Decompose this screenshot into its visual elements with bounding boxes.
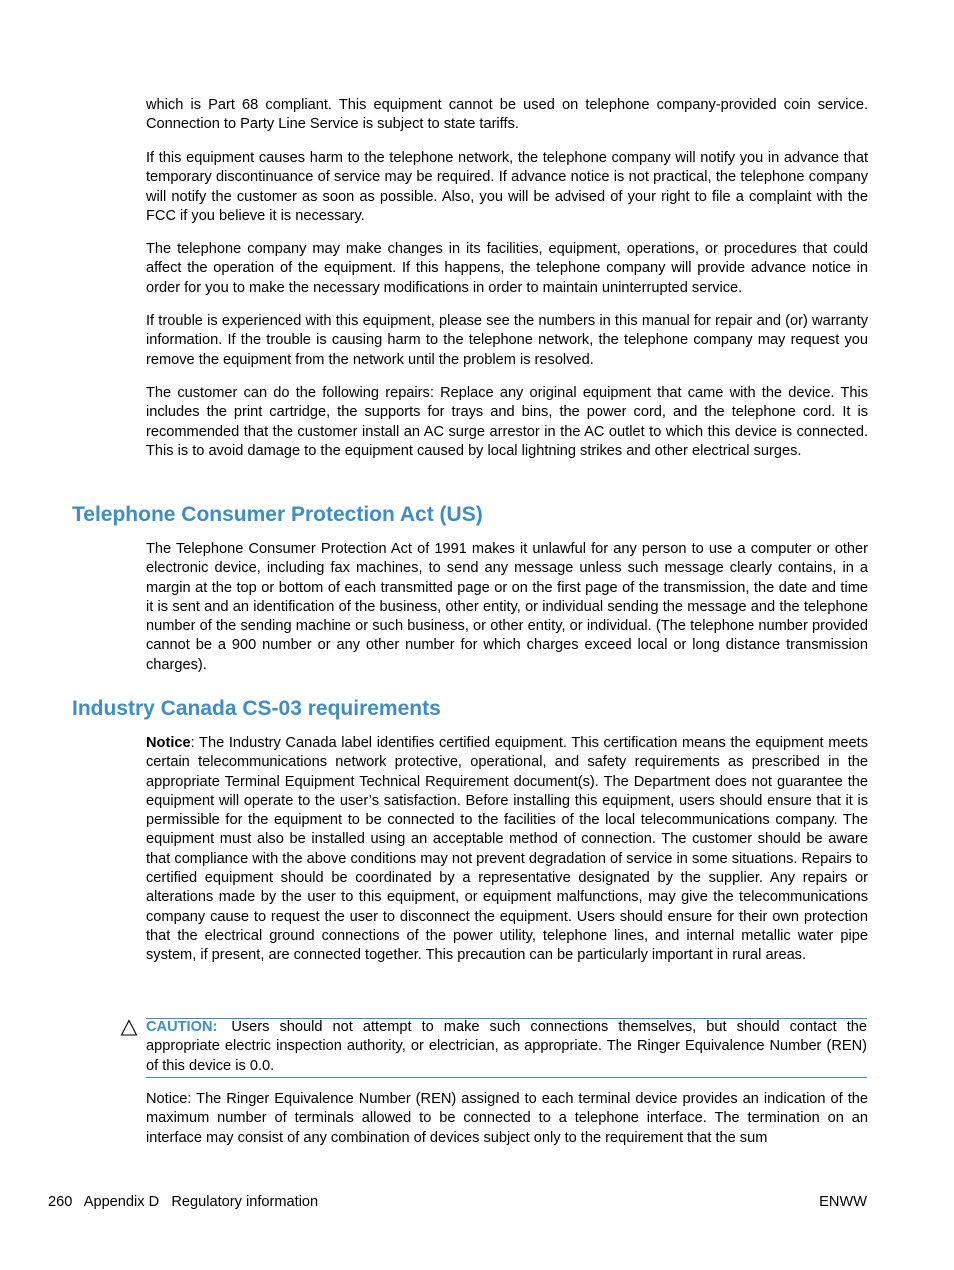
notice-body: : The Industry Canada label identifies certified equipment. This certification means the equipment meets certain telecommunications network protective, operational, and safety requirements as prescribed in the appropriate Terminal Equipment Technical Requirement document(s). The Department does not guarantee the equipment will operate to the user’s satisfaction. Before installing this equipment, users should ensure that it is permissible for the equipment to be connected to the facilities of the local telecommunications company. The equipment must also be installed using an acceptable method of connection. The customer should be aware that compliance with the above conditions may not prevent degradation of service in some situations. Repairs to certified equipment should be coordinated by a representative designated by the supplier. Any repairs or alterations made by the user to this equipment, or equipment malfunctions, may give the telecommunications company cause to request the user to disconnect the equipment. Users should ensure for their own protection that the electrical ground connections of the power utility, telephone lines, and internal metallic water pipe system, if present, are connected together. This precaution can be particularly important in rural areas. xyxy=(146,735,868,964)
paragraph-tcpa: The Telephone Consumer Protection Act of 1991 makes it unlawful for any person to use a computer or other electronic device, including fax machines, to send any message unless such message clearly contains, in a margin at the top or bottom of each transmitted page or on the first page of the transmission, the date and time it is sent and an identification of the business, other entity, or individual sending the message and the telephone number of the sending machine or such business, or other entity, or individual. (The telephone number provided cannot be a 900 number or any other number for which charges exceed local or long distance transmission charges). xyxy=(146,541,868,673)
footer-right: ENWW xyxy=(819,1194,867,1210)
footer-section: Appendix D xyxy=(83,1194,160,1210)
caution-body: Users should not attempt to make such connections themselves, but should contact the appropriate electric inspection authority, or electrician, as appropriate. The Ringer Equivalence Number (REN) of this device is 0.0. xyxy=(146,1019,867,1074)
caution-triangle-icon xyxy=(120,1019,138,1037)
caution-label: CAUTION: xyxy=(146,1019,218,1035)
paragraph-repairs: The customer can do the following repairs: Replace any original equipment that came with the device. This includes the print cartridge, the supports for trays and bins, the power cord, and the telephone cord. It is recommended that the customer install an AC surge arrestor in the AC outlet to which this device is connected. This is to avoid damage to the equipment caused by local lightning strikes and other electrical surges. xyxy=(146,385,868,459)
paragraph-facility-changes: The telephone company may make changes in its facilities, equipment, operations, or procedures that could affect the operation of the equipment. If this happens, the telephone company will provide advance notice in order for you to make the necessary modifications in order to maintain uninterrupted service. xyxy=(146,241,868,296)
paragraph-ren-notice: Notice: The Ringer Equivalence Number (REN) assigned to each terminal device provides an indication of the maximum number of terminals allowed to be connected to a telephone interface. The termination on an interface may consist of any combination of devices subject only to the requirement that the sum xyxy=(146,1091,868,1146)
footer-page-number: 260 xyxy=(48,1194,73,1210)
paragraph-harm-notice: If this equipment causes harm to the telephone network, the telephone company will notify you in advance that temporary discontinuance of service may be required. If advance notice is not practical, the telephone company will notify the customer as soon as possible. Also, you will be advised of your right to file a complaint with the FCC if you believe it is necessary. xyxy=(146,150,868,224)
footer-left xyxy=(48,1193,318,1212)
heading-tcpa: Telephone Consumer Protection Act (US) xyxy=(72,503,483,526)
footer-chapter: Regulatory information xyxy=(171,1194,319,1210)
caution-text xyxy=(146,1018,867,1076)
notice-label: Notice xyxy=(146,735,191,751)
heading-industry-canada: Industry Canada CS-03 requirements xyxy=(72,697,441,720)
paragraph-trouble: If trouble is experienced with this equipment, please see the numbers in this manual for repair and (or) warranty information. If the trouble is causing harm to the telephone network, the telephone company may request you remove the equipment from the network until the problem is resolved. xyxy=(146,313,868,368)
caution-box xyxy=(146,1018,867,1078)
paragraph-notice xyxy=(146,734,868,966)
paragraph-part68: which is Part 68 compliant. This equipment cannot be used on telephone company-provided coin service. Connection to Party Line Service is subject to state tariffs. xyxy=(146,97,868,133)
